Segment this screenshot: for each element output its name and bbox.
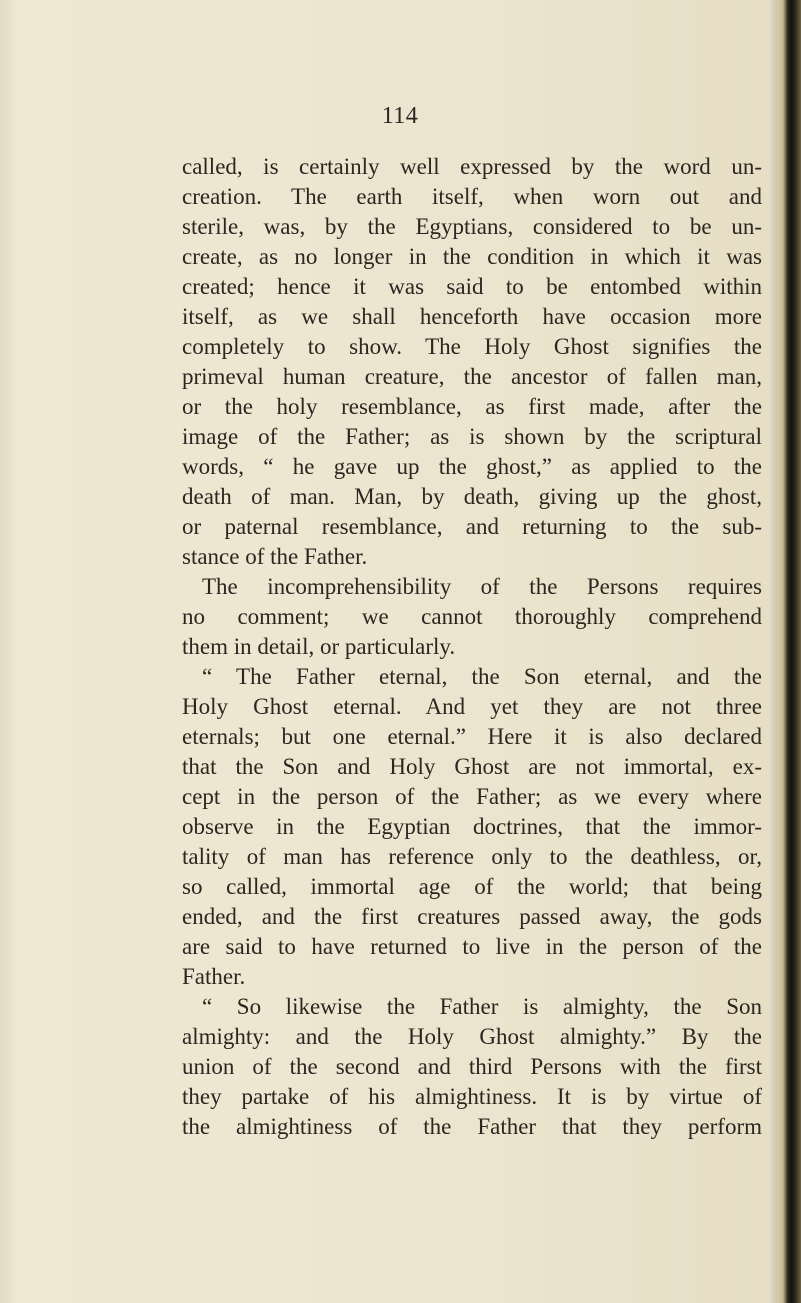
text-line: cept in the person of the Father; as we every where [182, 784, 762, 809]
page-edge-shadow [769, 0, 777, 1303]
text-line: that the Son and Holy Ghost are not immortal, ex- [182, 754, 762, 779]
text-line: stance of the Father. [182, 544, 368, 569]
text-line: observe in the Egyptian doctrines, that the immor- [182, 814, 762, 839]
text-line: Holy Ghost eternal. And yet they are not three [182, 694, 762, 719]
text-line: union of the second and third Persons with the first [182, 1054, 762, 1079]
text-line: creation. The earth itself, when worn out and [182, 184, 762, 209]
text-line: “ So likewise the Father is almighty, the Son [202, 994, 762, 1019]
text-line: them in detail, or particularly. [182, 634, 456, 659]
text-line: Father. [182, 964, 246, 989]
text-line: ended, and the first creatures passed away, the gods [182, 904, 762, 929]
text-line: The incomprehensibility of the Persons requires [202, 574, 762, 599]
text-line: almighty: and the Holy Ghost almighty.” By the [182, 1024, 762, 1049]
text-line: called, is certainly well expressed by the word un- [182, 154, 762, 179]
text-line: or paternal resemblance, and returning to the sub- [182, 514, 762, 539]
text-line: are said to have returned to live in the person of the [182, 934, 762, 959]
book-edge [777, 0, 801, 1303]
text-line: created; hence it was said to be entombed within [182, 274, 762, 299]
text-line: tality of man has reference only to the deathless, or, [182, 844, 762, 869]
text-line: create, as no longer in the condition in which it was [182, 244, 762, 269]
text-line: they partake of his almightiness. It is by virtue of [182, 1084, 762, 1109]
text-line: the almightiness of the Father that they perform [182, 1114, 762, 1139]
text-line: image of the Father; as is shown by the scriptural [182, 424, 762, 449]
text-line: itself, as we shall henceforth have occasion more [182, 304, 762, 329]
text-line: no comment; we cannot thoroughly comprehend [182, 604, 762, 629]
text-line: so called, immortal age of the world; that being [182, 874, 762, 899]
text-line: death of man. Man, by death, giving up the ghost, [182, 484, 762, 509]
page-left-shadow [0, 0, 18, 1303]
text-line: eternals; but one eternal.” Here it is also declared [182, 724, 762, 749]
text-line: words, “ he gave up the ghost,” as applied to the [182, 454, 762, 479]
text-line: sterile, was, by the Egyptians, considered to be un- [182, 214, 762, 239]
page-number: 114 [381, 103, 419, 129]
body-text [182, 152, 762, 1142]
text-line: “ The Father eternal, the Son eternal, and the [202, 664, 762, 689]
text-line: or the holy resemblance, as first made, after the [182, 394, 762, 419]
text-line: completely to show. The Holy Ghost signifies the [182, 334, 762, 359]
text-line: primeval human creature, the ancestor of fallen man, [182, 364, 762, 389]
